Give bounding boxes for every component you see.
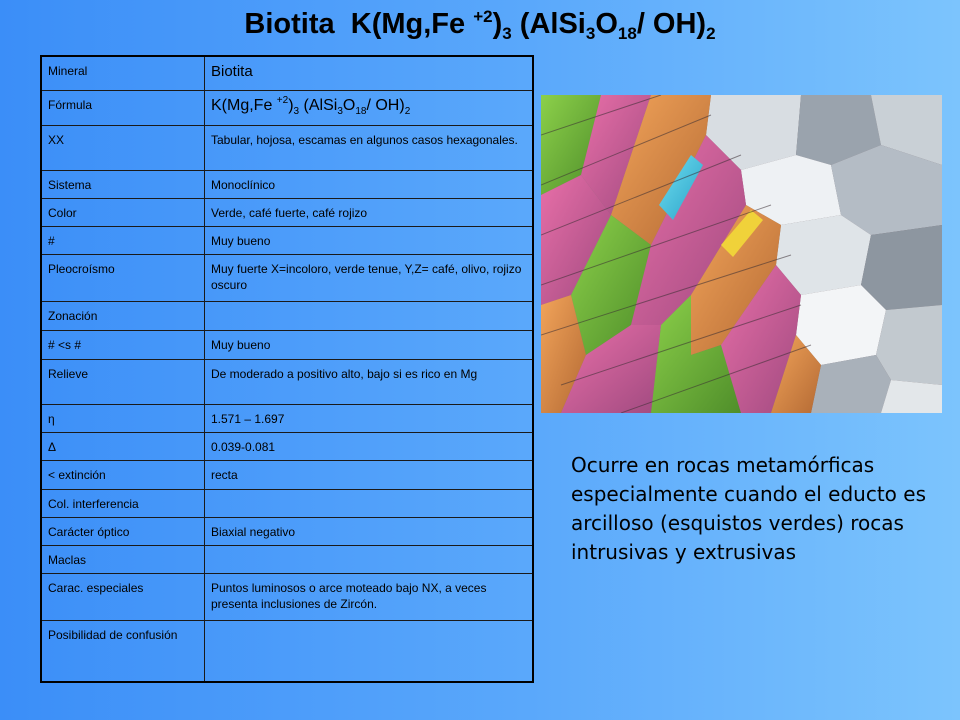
row-label: Δ (41, 432, 205, 460)
slide-title (0, 4, 960, 44)
table-row (41, 573, 533, 620)
row-label: XX (41, 125, 205, 170)
table-row (41, 226, 533, 254)
table-row (41, 125, 533, 170)
row-label: Sistema (41, 170, 205, 198)
table-row (41, 545, 533, 573)
row-label: Col. interferencia (41, 489, 205, 517)
row-value: Muy fuerte X=incoloro, verde tenue, Y,Z= café, olivo, rojizo oscuro (205, 254, 534, 301)
table-row (41, 170, 533, 198)
row-label: Pleocroísmo (41, 254, 205, 301)
table-row (41, 460, 533, 489)
row-value: Verde, café fuerte, café rojizo (205, 198, 534, 226)
row-value (205, 489, 534, 517)
row-value: 1.571 – 1.697 (205, 404, 534, 432)
occurrence-note: Ocurre en rocas metamórficas especialmente cuando el educto es arcilloso (esquistos verdes) rocas intrusivas y extrusivas (571, 453, 926, 564)
table-row (41, 254, 533, 301)
biotite-micrograph-image (541, 95, 942, 413)
title-formula: K(Mg,Fe $^{+2})_3$ ($AlSi_3O_{18}/$ $OH)_2$ (350, 7, 716, 43)
row-value: Tabular, hojosa, escamas en algunos casos hexagonales. (205, 125, 534, 170)
table-row-formula (41, 90, 533, 125)
row-value: Monoclínico (205, 170, 534, 198)
table-row (41, 489, 533, 517)
row-label: Mineral (41, 56, 205, 90)
row-label: η (41, 404, 205, 432)
row-label: Carac. especiales (41, 573, 205, 620)
row-value: Muy bueno (205, 330, 534, 359)
row-label: Posibilidad de confusión (41, 620, 205, 682)
row-label: Fórmula (41, 90, 205, 125)
table-row (41, 432, 533, 460)
table-row-mineral (41, 56, 533, 90)
row-label: Carácter óptico (41, 517, 205, 545)
row-value-formula: K(Mg,Fe $^{+2})_3$ ($AlSi_3O_{18}/$ $OH)_2$ (205, 90, 534, 125)
row-value (205, 620, 534, 682)
table-row (41, 301, 533, 330)
row-value: De moderado a positivo alto, bajo si es rico en Mg (205, 359, 534, 404)
row-label: # <s # (41, 330, 205, 359)
row-label: Color (41, 198, 205, 226)
row-value (205, 301, 534, 330)
mineral-properties-table (40, 55, 534, 683)
row-label: Zonación (41, 301, 205, 330)
row-label: Maclas (41, 545, 205, 573)
table-row (41, 330, 533, 359)
row-value: Puntos luminosos o arce moteado bajo NX, a veces presenta inclusiones de Zircón. (205, 573, 534, 620)
row-value (205, 545, 534, 573)
table-row (41, 359, 533, 404)
micrograph-illustration (541, 95, 942, 413)
row-value: 0.039-0.081 (205, 432, 534, 460)
table-row (41, 517, 533, 545)
row-label: Relieve (41, 359, 205, 404)
row-value: recta (205, 460, 534, 489)
row-label: < extinción (41, 460, 205, 489)
table-row (41, 404, 533, 432)
table-row (41, 620, 533, 682)
title-mineral-name: Biotita (244, 8, 335, 40)
table-row (41, 198, 533, 226)
row-value: Muy bueno (205, 226, 534, 254)
row-label: # (41, 226, 205, 254)
row-value: Biotita (205, 56, 534, 90)
row-value: Biaxial negativo (205, 517, 534, 545)
